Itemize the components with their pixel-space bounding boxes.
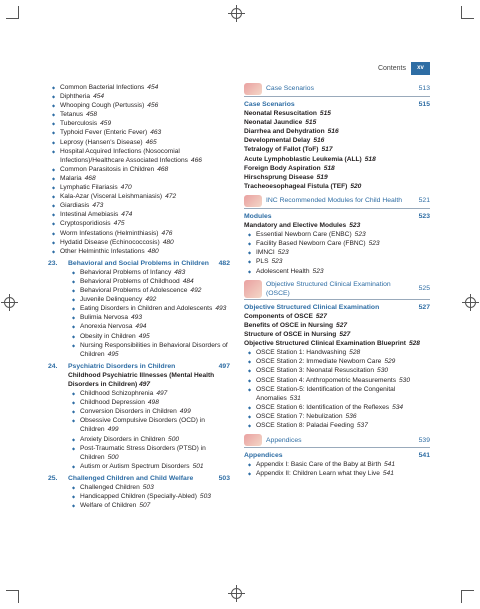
entry-page: 523 [368,240,380,248]
toc-entry[interactable] [244,376,430,385]
entry-title: IMNCI [256,249,275,257]
entry-title: Whooping Cough (Pertussis) [60,102,145,110]
entry-page: 454 [147,84,159,91]
entry-page: 523 [354,231,366,239]
entry-title: Intestinal Amebiasis [60,211,119,219]
entry-page: 474 [121,211,133,219]
entry-page: 515 [305,119,317,127]
toc-entry[interactable] [244,267,430,276]
toc-entry[interactable] [68,501,230,510]
toc-entry[interactable] [68,341,230,359]
toc-entry[interactable] [48,101,230,110]
entry-page: 454 [93,93,105,101]
entry-page: 492 [145,296,157,304]
entry-page: 458 [86,111,98,119]
registration-mark-left [4,297,15,308]
toc-entry[interactable] [48,128,230,137]
modules-subheading: Mandatory and Elective Modules 523 [244,222,361,230]
toc-entry[interactable] [68,322,230,331]
toc-entry[interactable] [68,444,230,462]
entry-page: 499 [107,426,119,434]
entry-page: 531 [289,394,301,402]
entry-page: 518 [323,164,335,172]
entry-page: 529 [384,358,396,366]
toc-entry[interactable] [244,239,430,248]
entry-title: Welfare of Children [80,502,137,510]
toc-bold-entry[interactable] [244,321,430,330]
entry-title: Hydatid Disease (Echinococcosis) [60,238,160,246]
entry-title: Adolescent Health [256,267,310,275]
entry-page: 470 [120,184,132,192]
case-scenarios-title[interactable]: Case Scenarios 515 [244,101,430,108]
toc-entry[interactable] [244,385,430,403]
entry-title: Kala-Azar (Visceral Leishmaniasis) [60,193,163,201]
entry-title: OSCE Station 1: Handwashing [256,349,347,357]
entry-page: 520 [350,182,362,190]
toc-entry[interactable] [244,348,430,357]
entry-title: Acute Lymphoblastic Leukemia (ALL) [244,155,362,163]
entry-page: 503 [142,484,154,492]
entry-title: Handicapped Children (Specially-Abled) [80,493,197,501]
modules-list [244,230,430,275]
entry-title: OSCE Station 7: Nebulization [256,412,343,420]
entry-title: OSCE Station 4: Anthropometric Measurements [256,376,396,384]
entry-title: Typhoid Fever (Enteric Fever) [60,129,148,137]
chapter-24-list [48,389,230,471]
entry-page: 500 [107,453,119,461]
entry-page: 480 [147,247,159,255]
entry-title: Bulimia Nervosa [80,314,129,322]
section-photo-icon [244,434,262,446]
toc-entry[interactable] [244,412,430,421]
entry-title: Cryptosporidiosis [60,220,111,228]
section-photo-icon [244,83,262,95]
toc-entry[interactable] [48,119,230,128]
toc-entry[interactable] [68,462,230,471]
entry-title: Post-Traumatic Stress Disorders (PTSD) in Children [80,444,206,461]
entry-title: Childhood Schizophrenia [80,390,154,398]
left-column [48,83,230,510]
entry-page: 537 [356,422,368,429]
registration-mark-top [231,8,242,19]
section-photo-icon [244,280,262,298]
entry-title: OSCE Station 8: Paladai Feeding [256,422,354,429]
toc-entry[interactable] [68,435,230,444]
entry-title: Juvenile Delinquency [80,296,143,304]
entry-page: 517 [321,146,333,154]
toc-bold-entry[interactable] [244,127,430,136]
toc-entry[interactable] [244,230,430,239]
entry-page: 492 [190,287,202,295]
entry-title: Components of OSCE [244,312,313,320]
entry-title: Obsessive Compulsive Disorders (OCD) in Children [80,417,205,434]
chapter-23-list [48,268,230,359]
entry-title: Diarrhea and Dehydration [244,128,325,136]
osce-title[interactable]: Objective Structured Clinical Examination 527 [244,303,430,311]
entry-title: OSCE Station 6: Identification of the Reflexes [256,403,390,411]
crop-mark-top-left [6,6,19,19]
entry-title: Behavioral Problems of Adolescence [80,287,188,295]
toc-bold-entry[interactable] [244,155,430,164]
toc-entry[interactable] [244,248,430,257]
toc-bold-entry[interactable] [244,182,430,191]
running-header: Contents [377,65,406,72]
entry-page: 528 [349,349,361,357]
entry-title: OSCE Station 2: Immediate Newborn Care [256,358,382,366]
entry-page: 475 [113,220,125,228]
entry-page: 530 [399,376,411,384]
toc-entry[interactable] [68,313,230,322]
entry-page: 516 [313,137,325,145]
crop-mark-top-right [461,6,474,19]
toc-bold-entry[interactable] [244,109,430,118]
osce-bold-list [244,312,430,348]
entry-title: Appendix II: Children Learn what they Live [256,470,380,478]
entry-title: Anxiety Disorders in Children [80,435,166,443]
toc-entry[interactable] [68,389,230,398]
entry-page: 541 [383,461,395,469]
entry-page: 468 [84,174,96,182]
entry-page: 493 [215,305,227,313]
entry-page: 472 [165,193,177,201]
entry-title: Common Parasitosis in Children [60,165,155,173]
toc-entry[interactable] [48,92,230,101]
entry-title: Conversion Disorders in Children [80,408,177,416]
toc-entry[interactable] [68,483,230,492]
appendices-title[interactable]: Appendices 541 [244,452,430,460]
toc-bold-entry[interactable] [244,312,430,321]
entry-page: 499 [179,408,191,416]
page-number-tab: xv [411,62,430,75]
entry-page: 541 [382,470,394,478]
toc-bold-entry[interactable] [244,173,430,182]
entry-page: 495 [107,350,119,358]
entry-page: 500 [168,435,180,443]
toc-entry[interactable] [68,398,230,407]
toc-entry[interactable] [244,469,430,478]
chapter-23[interactable]: 23. Behavioral and Social Problems in Children 482 [48,259,230,267]
toc-entry[interactable] [68,407,230,416]
chapter-25[interactable]: 25. Challenged Children and Child Welfare 503 [48,474,230,482]
entry-page: 459 [100,120,112,128]
entry-title: Behavioral Problems of Infancy [80,268,172,276]
entry-title: Obesity in Children [80,332,136,340]
entry-page: 503 [199,493,211,501]
entry-title: Tuberculosis [60,120,98,128]
entry-title: Appendix I: Basic Care of the Baby at Birth [256,461,381,469]
entry-page: 527 [339,331,351,339]
toc-entry[interactable] [48,83,230,92]
entry-page: 466 [190,156,202,164]
toc-entry[interactable] [68,492,230,501]
toc-entry[interactable] [48,138,230,147]
entry-title: Worm Infestations (Helminthiasis) [60,229,159,237]
entry-page: 515 [319,110,331,118]
entry-title: Eating Disorders in Children and Adolescents [80,305,213,313]
toc-entry[interactable] [48,147,230,165]
toc-bold-entry[interactable] [244,118,430,127]
entry-title: OSCE Station-5: Identification of the Congenital Anomalies [256,385,396,402]
entry-page: 484 [182,277,194,285]
toc-entry[interactable] [48,229,230,238]
toc-bold-entry[interactable] [244,164,430,173]
entry-title: Malaria [60,174,82,182]
entry-page: 465 [145,138,157,146]
case-scenarios-list [244,109,430,191]
entry-page: 495 [138,332,150,340]
toc-entry[interactable] [68,295,230,304]
toc-entry[interactable] [68,332,230,341]
toc-entry[interactable] [48,201,230,210]
entry-title: Facility Based Newborn Care (FBNC) [256,240,366,248]
entry-page: 501 [192,462,204,470]
entry-title: Tetanus [60,111,84,119]
toc-bold-entry[interactable] [244,339,430,348]
entry-title: Tracheoesophageal Fistula (TEF) [244,182,348,190]
entry-title: Anorexia Nervosa [80,323,133,331]
entry-page: 523 [277,249,289,257]
toc-entry[interactable] [48,174,230,183]
entry-page: 480 [162,238,174,246]
toc-entry[interactable] [244,460,430,469]
entry-page: 530 [377,367,389,375]
modules-title[interactable]: Modules 523 [244,212,430,220]
entry-page: 536 [345,412,357,420]
entry-page: 483 [174,268,186,276]
toc-entry[interactable] [48,238,230,247]
toc-entry[interactable] [48,165,230,174]
entry-title: Benefits of OSCE in Nursing [244,321,334,329]
toc-entry[interactable] [68,304,230,313]
entry-title: PLS [256,258,269,266]
entry-title: Tetralogy of Fallot (ToF) [244,146,319,154]
entry-page: 456 [147,102,159,110]
entry-title: Challenged Children [80,484,140,492]
entry-page: 473 [92,202,104,210]
entry-page: 494 [135,323,147,331]
entry-page: 519 [316,173,328,181]
entry-title: Essential Newborn Care (ENBC) [256,231,352,239]
toc-entry[interactable] [244,257,430,266]
entry-title: Childhood Depression [80,399,145,407]
entry-title: Other Helminthic Infestations [60,247,145,255]
toc-entry[interactable] [48,192,230,201]
entry-title: Lymphatic Filariasis [60,184,118,192]
toc-entry[interactable] [48,247,230,256]
entry-title: Nursing Responsibilities in Behavioral Disorders of Children [80,341,228,358]
appendices-list [244,460,430,478]
entry-page: 534 [392,403,404,411]
chapter-24-subheading: Childhood Psychiatric Illnesses (Mental Health Disorders in Children) 497 [68,371,215,388]
toc-entry[interactable] [48,219,230,228]
infection-list [48,83,230,256]
entry-page: 463 [150,129,162,137]
case-scenarios-section-header[interactable]: Case Scenarios 513 [244,83,430,97]
toc-entry[interactable] [68,277,230,286]
toc-entry[interactable] [244,357,430,366]
entry-page: 507 [139,502,151,510]
registration-mark-bottom [231,588,242,599]
toc-entry[interactable] [48,210,230,219]
osce-section-header[interactable]: Objective Structured Clinical Examination (OSCE) 525 [244,280,430,300]
entry-title: Giardiasis [60,202,90,210]
entry-page: 518 [364,155,376,163]
toc-entry[interactable] [68,286,230,295]
entry-title: Structure of OSCE in Nursing [244,331,337,339]
entry-page: 493 [131,314,143,322]
crop-mark-bottom-left [6,590,19,603]
entry-page: 468 [157,165,169,173]
entry-page: 527 [315,312,327,320]
entry-title: Diphtheria [60,93,91,101]
entry-title: Hirschsprung Disease [244,173,314,181]
toc-entry[interactable] [48,183,230,192]
toc-entry[interactable] [244,403,430,412]
entry-title: OSCE Station 3: Neonatal Resuscitation [256,367,375,375]
entry-title: Leprosy (Hansen's Disease) [60,138,143,146]
entry-title: Behavioral Problems of Childhood [80,277,180,285]
appendices-section-header[interactable]: Appendices 539 [244,434,430,448]
entry-page: 476 [161,229,173,237]
entry-title: Objective Structured Clinical Examination Blueprint [244,340,406,348]
toc-bold-entry[interactable] [244,145,430,154]
entry-title: Developmental Delay [244,137,311,145]
entry-page: 528 [408,340,420,348]
right-column [244,83,430,478]
entry-title: Neonatal Jaundice [244,119,303,127]
toc-entry[interactable] [244,421,430,430]
toc-entry[interactable] [244,366,430,375]
entry-title: Autism or Autism Spectrum Disorders [80,462,190,470]
entry-page: 497 [156,390,168,398]
entry-title: Common Bacterial Infections [60,84,145,91]
entry-page: 523 [271,258,283,266]
entry-page: 523 [312,267,324,275]
entry-page: 527 [336,321,348,329]
section-photo-icon [244,195,262,207]
entry-title: Foreign Body Aspiration [244,164,321,172]
osce-stations-list [244,348,430,430]
toc-entry[interactable] [68,416,230,434]
crop-mark-bottom-right [461,590,474,603]
toc-bold-entry[interactable] [244,330,430,339]
inc-modules-section-header[interactable]: INC Recommended Modules for Child Health 521 [244,195,430,209]
entry-page: 498 [147,399,159,407]
entry-title: Hospital Acquired Infections (Nosocomial Infections)/Healthcare Associated Infections [60,147,188,164]
chapter-24[interactable]: 24. Psychiatric Disorders in Children 497 [48,362,230,370]
entry-title: Neonatal Resuscitation [244,110,317,118]
entry-page: 516 [327,128,339,136]
toc-bold-entry[interactable] [244,136,430,145]
toc-entry[interactable] [48,110,230,119]
chapter-25-list [48,483,230,510]
toc-entry[interactable] [68,268,230,277]
registration-mark-right [465,297,476,308]
